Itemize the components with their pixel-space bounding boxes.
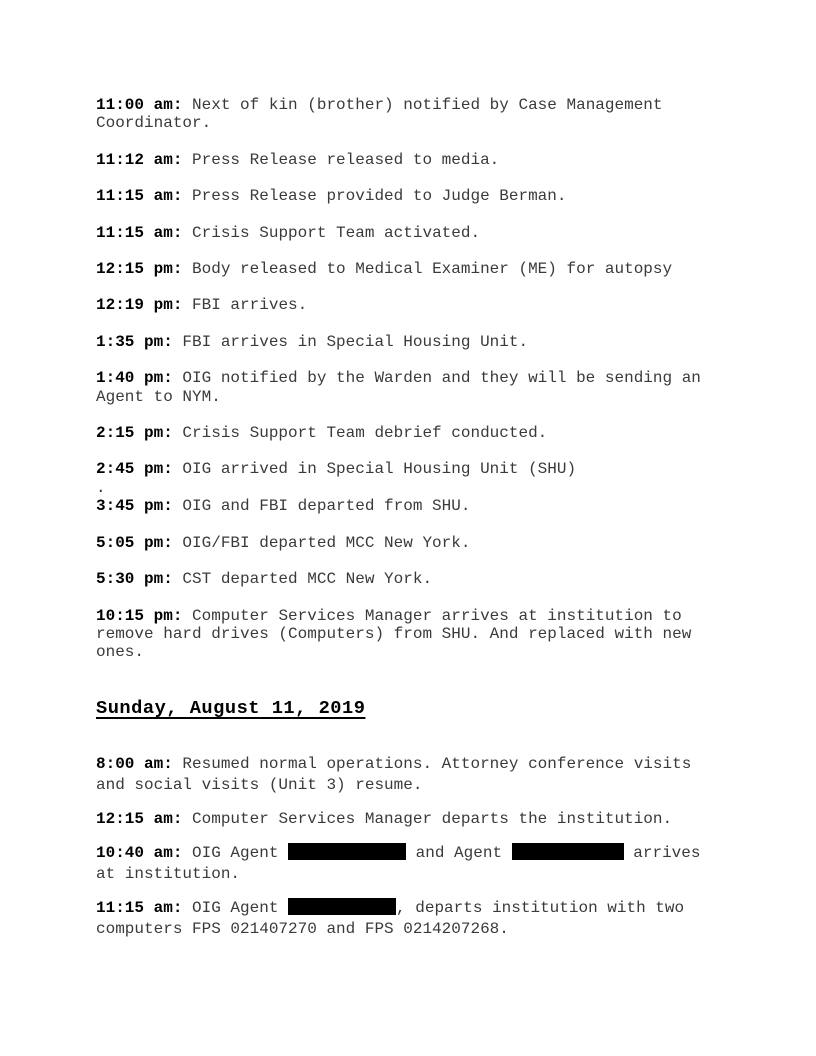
timeline-entry bbox=[96, 460, 708, 497]
entry-time: 11:15 am: bbox=[96, 223, 183, 242]
entry-text: Body released to Medical Examiner (ME) for autopsy bbox=[182, 260, 673, 279]
entry-time: 12:15 pm: bbox=[96, 260, 183, 279]
entry-time: 10:40 am: bbox=[96, 843, 183, 862]
entry-time: 1:35 pm: bbox=[96, 332, 173, 351]
redaction-bar bbox=[512, 843, 624, 860]
entry-time: 1:40 pm: bbox=[96, 369, 173, 388]
entry-text: OIG Agent bbox=[182, 898, 289, 917]
timeline-entry bbox=[96, 96, 708, 133]
timeline-entry bbox=[96, 534, 708, 552]
entry-time: 3:45 pm: bbox=[96, 497, 173, 516]
timeline-entry bbox=[96, 898, 708, 940]
entry-time: 2:15 pm: bbox=[96, 424, 173, 443]
entry-time: 11:15 am: bbox=[96, 898, 183, 917]
entry-time: 2:45 pm: bbox=[96, 460, 173, 479]
entry-text: OIG and FBI departed from SHU. bbox=[172, 497, 471, 516]
entry-text: OIG/FBI departed MCC New York. bbox=[172, 533, 471, 552]
timeline-entry bbox=[96, 424, 708, 442]
entry-text: , departs institution with two computers FPS 021407270 and FPS 0214207268. bbox=[96, 898, 685, 938]
entry-text: Press Release released to media. bbox=[182, 150, 500, 169]
timeline-entry bbox=[96, 369, 708, 406]
entry-text: Resumed normal operations. Attorney conference visits and social visits (Unit 3) resume. bbox=[96, 754, 692, 794]
entry-time: 11:15 am: bbox=[96, 187, 183, 206]
entry-text: OIG notified by the Warden and they will be sending an Agent to NYM. bbox=[96, 369, 701, 406]
entry-text: Next of kin (brother) notified by Case Management Coordinator. bbox=[96, 96, 663, 133]
timeline-entry bbox=[96, 809, 708, 830]
timeline-entry bbox=[96, 607, 708, 662]
timeline-section bbox=[96, 697, 708, 940]
entry-time: 12:19 pm: bbox=[96, 296, 183, 315]
entry-time: 10:15 pm: bbox=[96, 606, 183, 625]
timeline-entry bbox=[96, 843, 708, 885]
timeline-entry bbox=[96, 151, 708, 169]
entry-time: 11:00 am: bbox=[96, 96, 183, 114]
entry-time: 12:15 am: bbox=[96, 809, 183, 828]
entry-text: OIG Agent bbox=[182, 843, 289, 862]
entry-time: 8:00 am: bbox=[96, 754, 173, 773]
redaction-bar bbox=[288, 898, 396, 915]
timeline-entry bbox=[96, 296, 708, 314]
timeline-section bbox=[96, 96, 708, 662]
timeline-entry bbox=[96, 187, 708, 205]
entry-text: OIG arrived in Special Housing Unit (SHU) bbox=[172, 460, 577, 479]
entry-text: FBI arrives. bbox=[182, 296, 308, 315]
redaction-bar bbox=[288, 843, 406, 860]
entry-text: and Agent bbox=[406, 843, 512, 862]
entry-text: Press Release provided to Judge Berman. bbox=[182, 187, 567, 206]
entry-time: 11:12 am: bbox=[96, 150, 183, 169]
entry-text: arrives at institution. bbox=[96, 843, 701, 883]
entry-time: 5:05 pm: bbox=[96, 533, 173, 552]
entry-text: . bbox=[96, 478, 106, 497]
timeline-entry bbox=[96, 224, 708, 242]
section-date-heading: Sunday, August 11, 2019 bbox=[96, 696, 366, 719]
entry-text: CST departed MCC New York. bbox=[172, 570, 433, 589]
entry-text: Computer Services Manager departs the institution. bbox=[182, 809, 673, 828]
timeline-content bbox=[96, 96, 708, 953]
entry-text: Crisis Support Team activated. bbox=[182, 223, 481, 242]
entry-text: Computer Services Manager arrives at institution to remove hard drives (Computers) from SHU. And replaced with new ones. bbox=[96, 606, 692, 662]
timeline-entry bbox=[96, 754, 708, 796]
timeline-entry bbox=[96, 260, 708, 278]
entry-text: FBI arrives in Special Housing Unit. bbox=[172, 332, 529, 351]
timeline-entry bbox=[96, 333, 708, 351]
timeline-entry bbox=[96, 497, 708, 515]
entry-text: Crisis Support Team debrief conducted. bbox=[172, 424, 548, 443]
timeline-entry bbox=[96, 570, 708, 588]
entry-time: 5:30 pm: bbox=[96, 570, 173, 589]
